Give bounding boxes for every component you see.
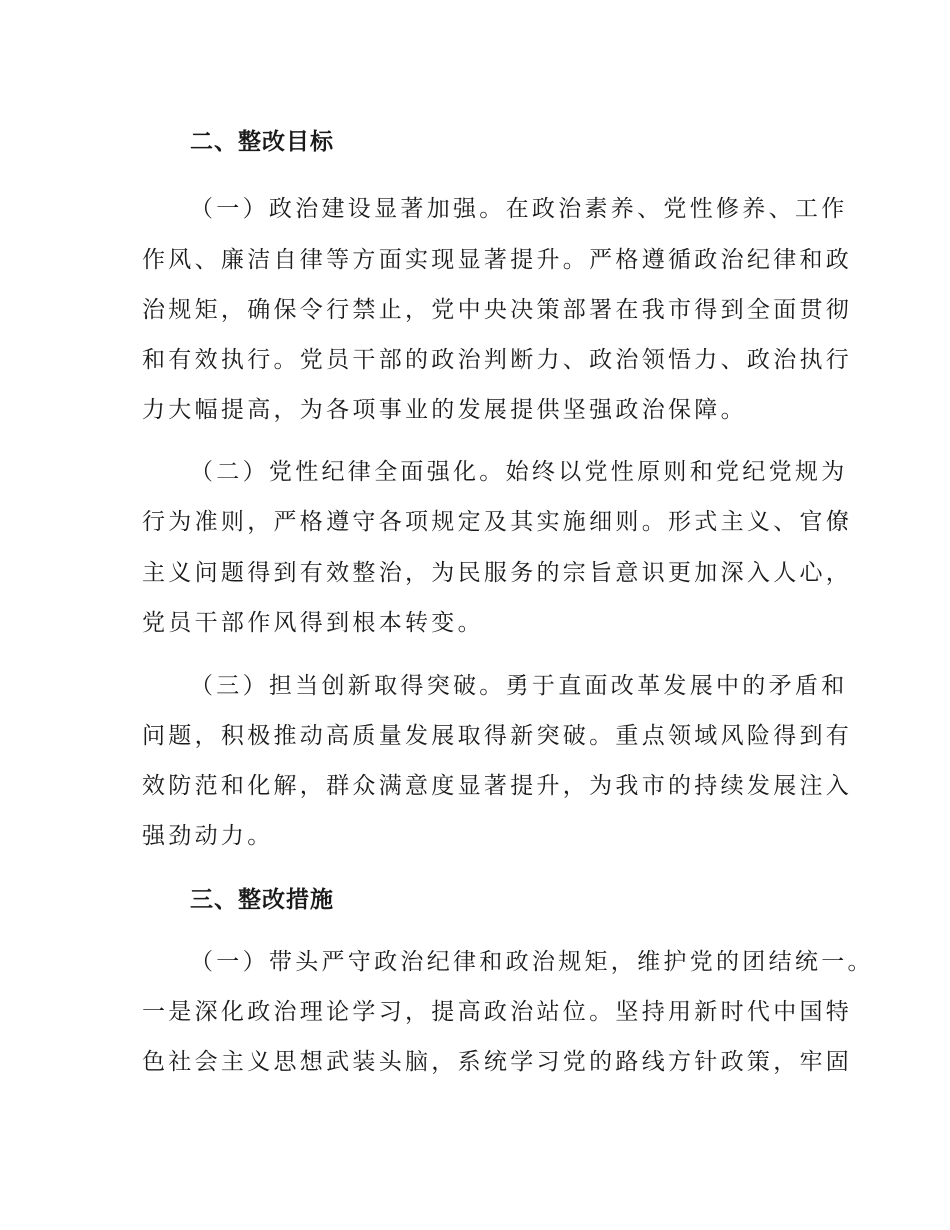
paragraph-line: 色社会主义思想武装头脑，系统学习党的路线方针政策，牢固 xyxy=(142,1049,853,1075)
paragraph-line: 强劲动力。 xyxy=(142,823,274,849)
paragraph-line: 行为准则，严格遵守各项规定及其实施细则。形式主义、官僚 xyxy=(142,509,853,535)
paragraph-line: 问题，积极推动高质量发展取得新突破。重点领域风险得到有 xyxy=(142,723,853,749)
paragraph-line: 和有效执行。党员干部的政治判断力、政治领悟力、政治执行 xyxy=(142,347,853,373)
section-heading-goals: 二、整改目标 xyxy=(190,129,334,155)
paragraph-line: 党员干部作风得到根本转变。 xyxy=(142,610,484,636)
paragraph-line: 治规矩，确保令行禁止，党中央决策部署在我市得到全面贯彻 xyxy=(142,297,853,323)
paragraph-line: （一）带头严守政治纪律和政治规矩，维护党的团结统一。 xyxy=(190,949,874,975)
paragraph-line: （二）党性纪律全面强化。始终以党性原则和党纪党规为 xyxy=(190,459,848,485)
paragraph-line: 主义问题得到有效整治，为民服务的宗旨意识更加深入人心， xyxy=(142,560,853,586)
section-heading-measures: 三、整改措施 xyxy=(190,887,334,913)
paragraph-line: （三）担当创新取得突破。勇于直面改革发展中的矛盾和 xyxy=(190,673,848,699)
paragraph-line: 一是深化政治理论学习，提高政治站位。坚持用新时代中国特 xyxy=(142,999,853,1025)
paragraph-line: 作风、廉洁自律等方面实现显著提升。严格遵循政治纪律和政 xyxy=(142,247,853,273)
paragraph-line: 力大幅提高，为各项事业的发展提供坚强政治保障。 xyxy=(142,397,747,423)
paragraph-line: 效防范和化解，群众满意度显著提升，为我市的持续发展注入 xyxy=(142,773,853,799)
paragraph-line: （一）政治建设显著加强。在政治素养、党性修养、工作 xyxy=(190,196,848,222)
